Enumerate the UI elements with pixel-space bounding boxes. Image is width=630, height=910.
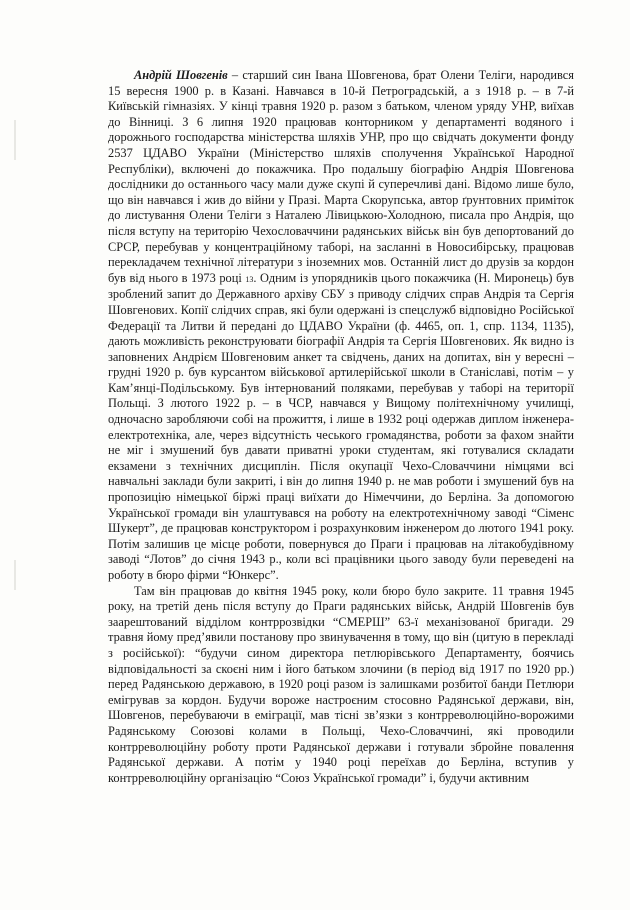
paragraph-biography — [108, 68, 574, 584]
footnote-reference: 13 — [245, 274, 254, 284]
scan-edge-mark — [14, 120, 16, 160]
paragraph-text: Там він працював до квітня 1945 року, коли бюро було закрите. 11 травня 1945 року, на третій день після вступу до Праги радянських військ, Андрій Шовгенів був заарештований відділом контррозвідки “СМЕРШ” 63-ї механізованої бригади. 29 травня йому пред’явили постанову про звинувачення в тому, що він (цитую в перекладі з російської): “будучи сином директора петлюрівського Департаменту, боячись відповідальності за скоєні ним і його батьком злочини (в період від 1917 по 1920 рр.) перед Радянською державою, в 1920 році разом із залишками розбитої банди Петлюри емігрував за кордон. Будучи вороже настроєним стосовно Радянської держави, він, Шовгенов, перебуваючи в еміграції, мав тісні зв’язки з контрреволюційно-ворожими Радянському Союзові колами в Польщі, Чехо-Словаччині, які проводили контрреволюційну роботу проти Радянської держави і готували збройне повалення Радянської держави. А потім у 1940 році переїхав до Берліна, вступив у контрреволюційну організацію “Союз Української громади” і, будучи активним — [108, 583, 574, 785]
paragraph-text: – старший син Івана Шовгенова, брат Олени Теліги, народився 15 вересня 1900 р. в Казані. Навчався в 10-й Петроградській, а з 1918 р. – в 7-й Київській гімназіях. У кінці травня 1920 р. разом з батьком, членом уряду УНР, виїхав до Вінниці. З 6 липня 1920 працював конторником у департаменті водяного і дорожнього господарства міністерства шляхів УНР, про що свідчать документи фонду 2537 ЦДАВО України (Міністерство шляхів сполучення Української Народної Республіки), включені до покажчика. Про подальшу біографію Андрія Шовгенова дослідники до останнього часу мали дуже скупі й суперечливі дані. Відомо лише було, що він навчався і жив до війни у Празі. Марта Скорупська, автор ґрунтовних приміток до листування Олени Теліги з Наталею Лівицькою-Холодною, писала про Андрія, що після вступу на територію Чехословаччини радянських військ він був депортований до СРСР, перебував у концентраційному таборі, на засланні в Новосибірську, працював перекладачем технічної літератури з іноземних мов. Останній лист до друзів за кордон був від нього в 1973 році — [108, 68, 575, 285]
paragraph-text: . Одним із упорядників цього покажчика (Н. Миронець) був зроблений запит до Державного архіву СБУ з приводу слідчих справ Андрія та Сергія Шовгенових. Копії слідчих справ, які були одержані із спецслужб відповідно Російської Федерації та Литви й передані до ЦДАВО України (ф. 4465, оп. 1, спр. 1134, 1135), дають можливість реконструювати біографії Андрія та Сергія Шовгенових. Як видно із заповнених Андрієм Шовгеновим анкет та свідчень, даних на допитах, він у вересні – грудні 1920 р. був курсантом військової артилерійської школи в Станіславі, потім – у Кам’янці-Подільському. Був інтернований поляками, перебував у таборі на території Польщі. З лютого 1922 р. – в ЧСР, навчався у Вищому політехнічному училищі, одночасно заробляючи собі на прожиття, і лише в 1932 році одержав диплом інженера-електротехніка, але, через відсутність чеського громадянства, роботи за фахом знайти не міг і змушений був давати приватні уроки студентам, які готувалися складати екзамени з технічних дисциплін. Після окупації Чехо-Словаччини німцями всі навчальні заклади були закриті, і він до липня 1940 р. не мав роботи і змушений був на пропозицію німецької біржі праці виїхати до Німеччини, до Берліна. За допомогою Української громади він улаштувався на роботу на електротехнічному заводі “Сіменс Шукерт”, де працював конструктором і розрахунковим інженером до лютого 1941 року. Потім залишив це місце роботи, повернувся до Праги і працював на літакобудівному заводі “Лотов” до січня 1943 р., коли всі працівники цього заводу були переведені на роботу в бюро фірми “Юнкерс”. — [108, 270, 574, 582]
body-text — [108, 68, 574, 786]
author-name: Андрій Шовгенів — [134, 68, 228, 82]
scan-edge-mark — [14, 560, 16, 590]
paragraph-arrest — [108, 584, 574, 787]
